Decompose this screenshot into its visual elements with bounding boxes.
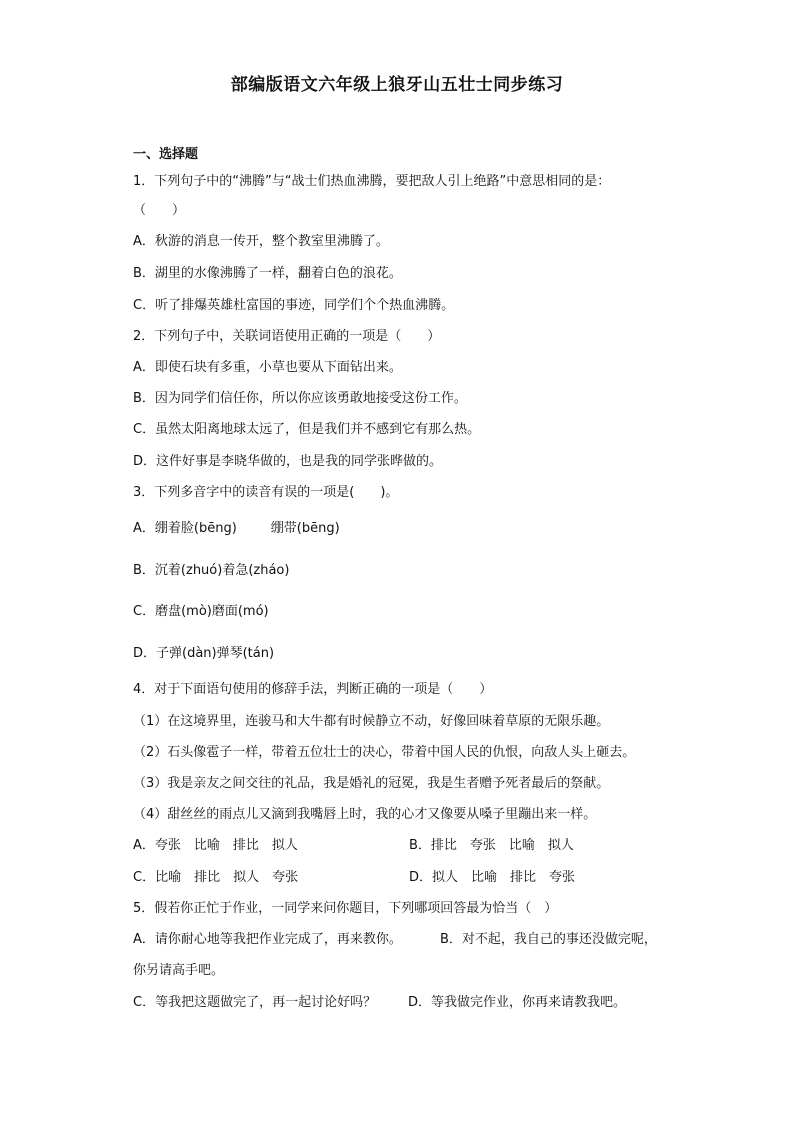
question-4-option-d: D．拟人 比喻 排比 夸张 <box>409 870 576 885</box>
question-4-option-b: B．排比 夸张 比喻 拟人 <box>409 838 574 853</box>
question-2-option-b: B．因为同学们信任你，所以你应该勇敢地接受这份工作。 <box>133 391 467 406</box>
question-4-option-a: A．夸张 比喻 排比 拟人 <box>133 838 298 853</box>
question-4-option-c: C．比喻 排比 拟人 夸张 <box>133 870 299 885</box>
question-1-option-b: B．湖里的水像沸腾了一样，翻着白色的浪花。 <box>133 266 402 281</box>
question-1-option-a: A．秋游的消息一传开，整个教室里沸腾了。 <box>133 234 389 249</box>
document-title: 部编版语文六年级上狼牙山五壮士同步练习 <box>230 75 564 95</box>
question-3-option-b: B．沉着(zhuó)着急(zháo) <box>133 563 290 578</box>
question-1-option-c: C．听了排爆英雄杜富国的事迹，同学们个个热血沸腾。 <box>133 298 455 313</box>
question-3-option-c: C．磨盘(mò)磨面(mó) <box>133 604 269 619</box>
question-5-stem: 5．假若你正忙于作业，一同学来问你题目，下列哪项回答最为恰当（ ） <box>133 901 558 916</box>
question-4-stem: 4．对于下面语句使用的修辞手法，判断正确的一项是（ ） <box>133 682 493 697</box>
question-2-option-a: A．即使石块有多重，小草也要从下面钻出来。 <box>133 360 402 375</box>
question-3-option-d: D．子弹(dàn)弹琴(tán) <box>133 646 275 661</box>
question-3-option-a-part1: A．绷着脸(bēng) <box>133 521 237 536</box>
question-5-option-c: C．等我把这题做完了，再一起讨论好吗？ <box>133 995 377 1010</box>
question-4-sentence-2: （2）石头像雹子一样，带着五位壮士的决心，带着中国人民的仇恨，向敌人头上砸去。 <box>133 745 636 760</box>
question-4-sentence-4: （4）甜丝丝的雨点儿又滴到我嘴唇上时，我的心才又像要从嗓子里蹦出来一样。 <box>133 807 597 822</box>
question-3-option-a <box>133 519 340 539</box>
question-5-option-d: D．等我做完作业，你再来请教我吧。 <box>408 995 627 1010</box>
question-1-blank: （ ） <box>133 203 186 218</box>
question-4-sentence-3: （3）我是亲友之间交往的礼品，我是婚礼的冠冕，我是生者赠予死者最后的祭献。 <box>133 776 610 791</box>
question-2-option-d: D．这件好事是李晓华做的，也是我的同学张晔做的。 <box>133 454 443 469</box>
section-heading: 一、选择题 <box>133 147 199 162</box>
question-3-option-a-part2: 绷带(bēng) <box>270 521 340 536</box>
question-5-option-a: A．请你耐心地等我把作业完成了，再来教你。 <box>133 932 402 947</box>
question-5-option-b-line1: B．对不起，我自己的事还没做完呢， <box>440 932 657 947</box>
question-3-stem: 3．下列多音字中的读音有误的一项是( )。 <box>133 485 399 500</box>
question-2-stem: 2．下列句子中，关联词语使用正确的一项是（ ） <box>133 329 441 344</box>
question-2-option-c: C．虽然太阳离地球太远了，但是我们并不感到它有那么热。 <box>133 422 481 437</box>
question-1-stem: 1．下列句子中的“沸腾”与“战士们热血沸腾，要把敌人引上绝路”中意思相同的是： <box>133 174 611 189</box>
question-4-sentence-1: （1）在这境界里，连骏马和大牛都有时候静立不动，好像回味着草原的无限乐趣。 <box>133 714 610 729</box>
question-5-option-b-line2: 你另请高手吧。 <box>133 963 225 978</box>
